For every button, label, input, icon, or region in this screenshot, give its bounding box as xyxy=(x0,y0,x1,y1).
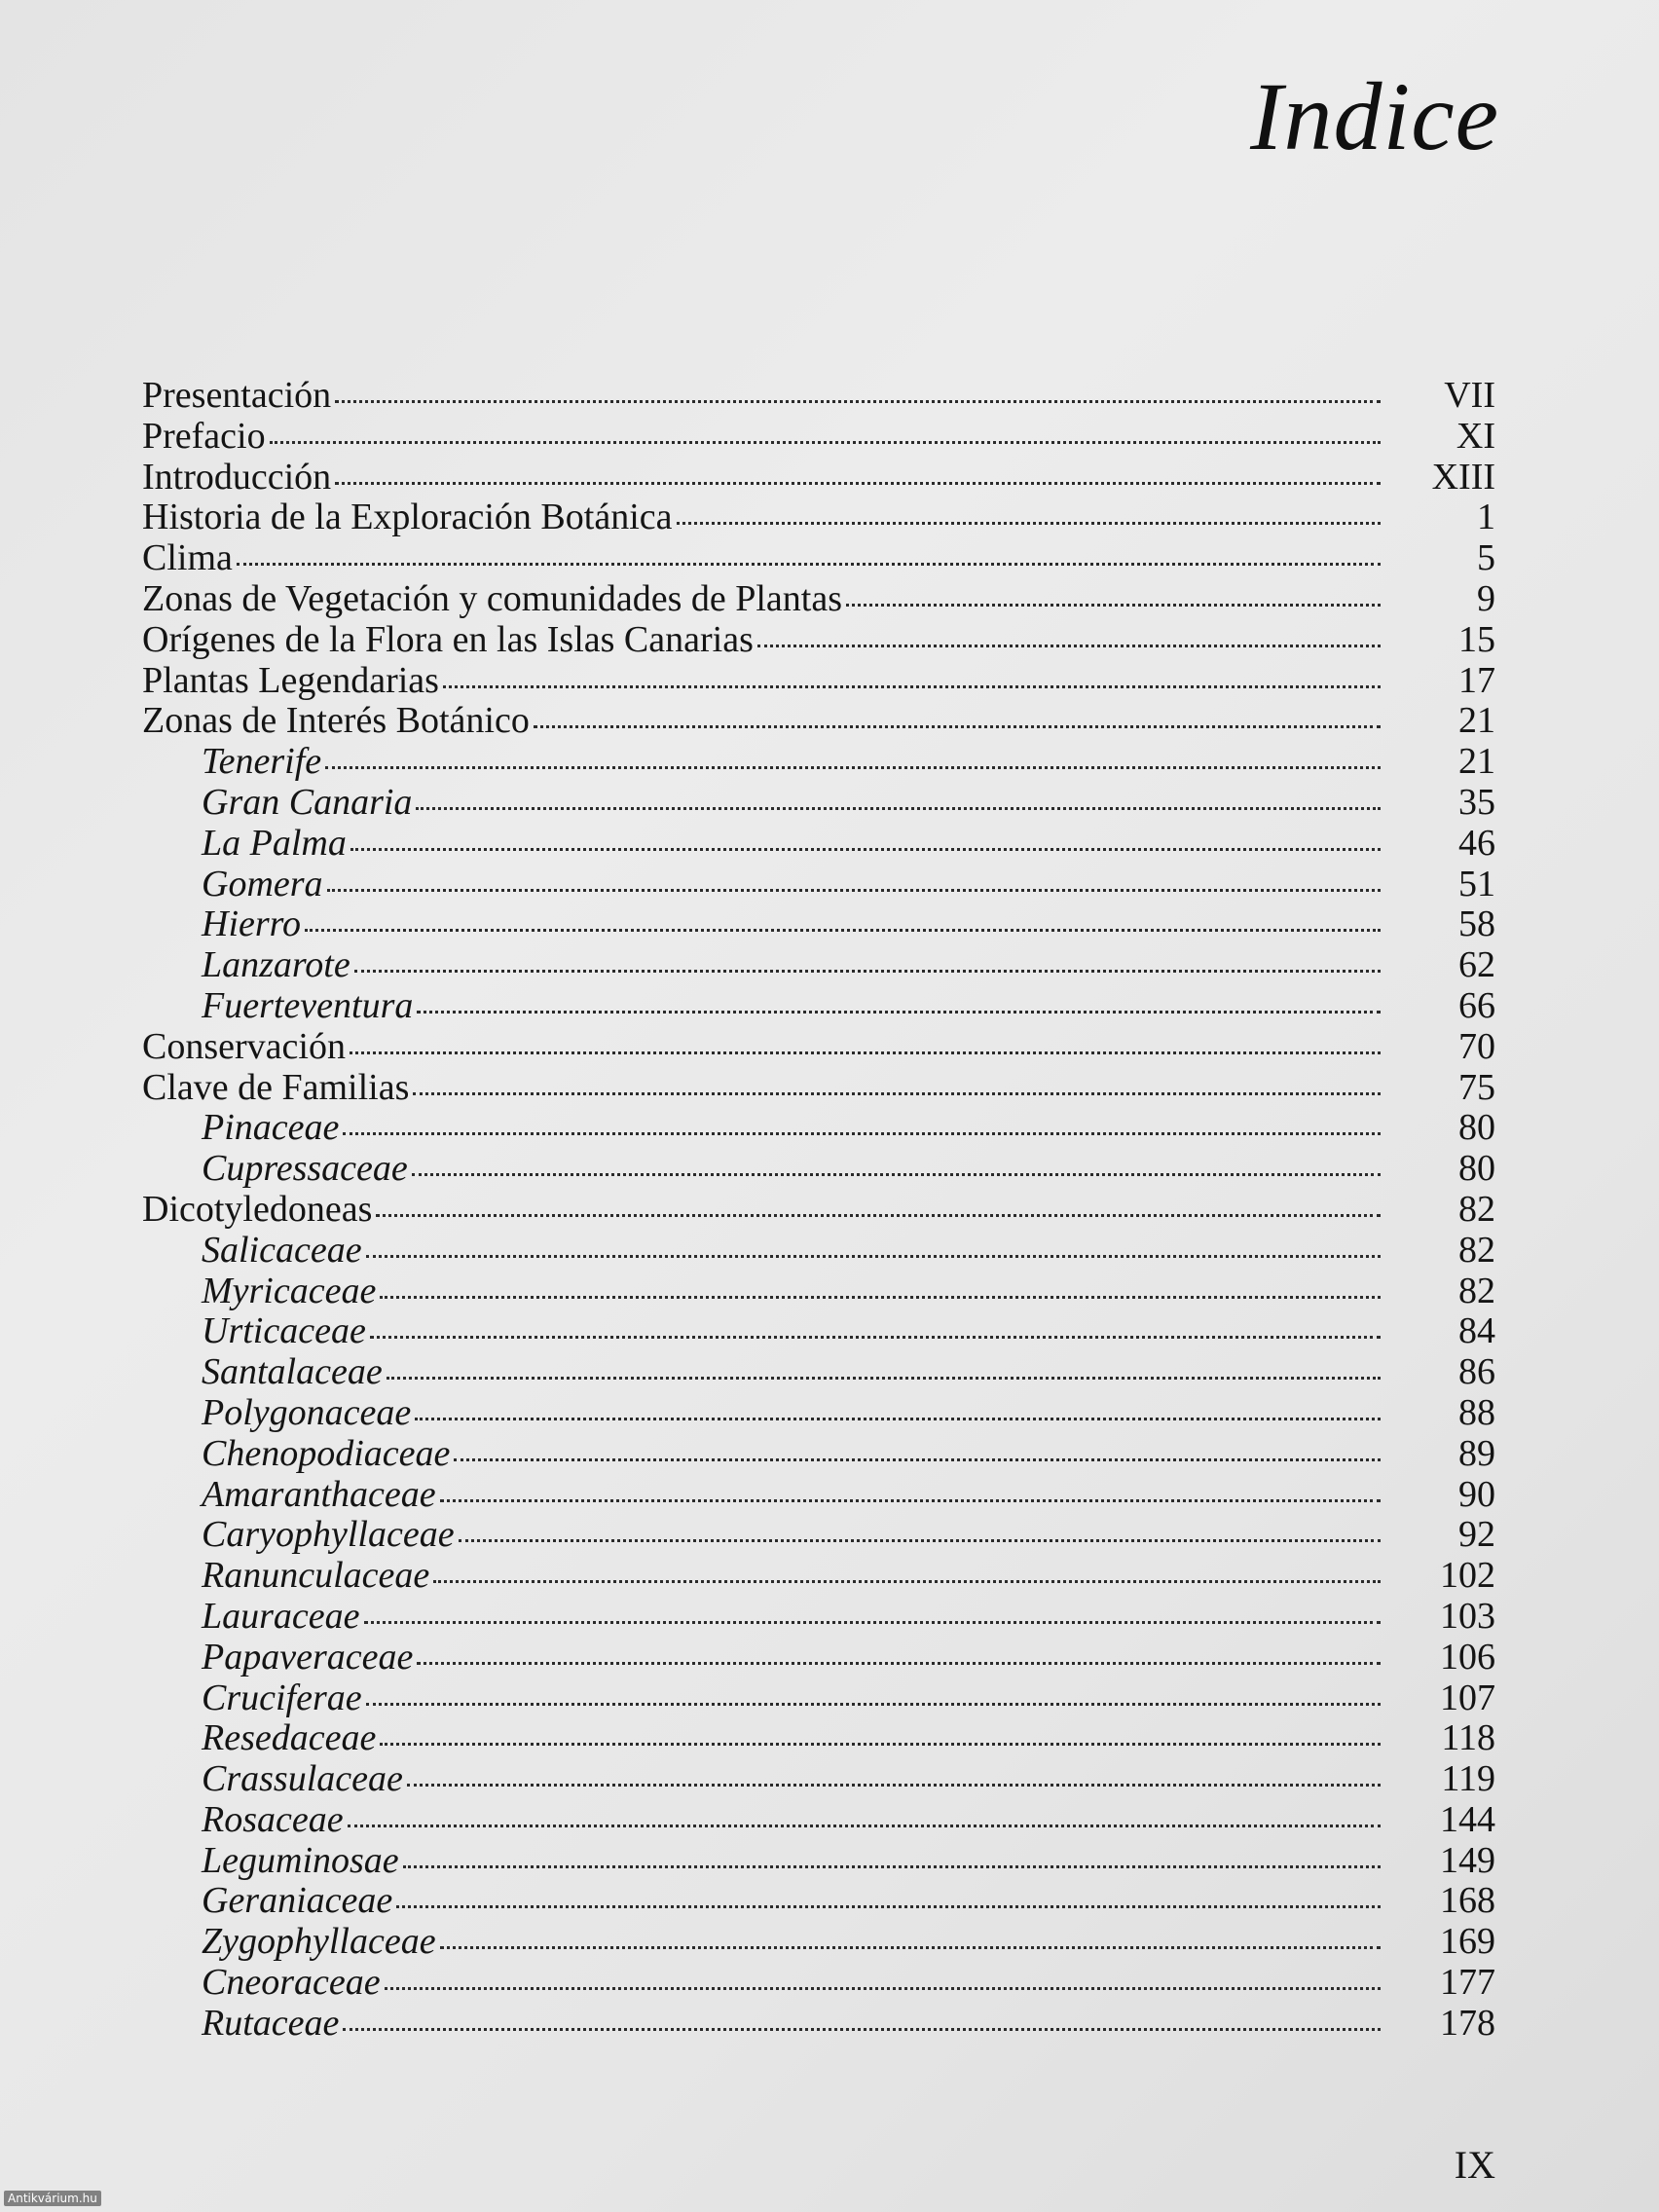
toc-entry-page: 80 xyxy=(1458,1148,1495,1190)
toc-entry xyxy=(142,1068,1495,1109)
toc-entry-page: 66 xyxy=(1458,984,1495,1026)
dot-leader xyxy=(380,1296,1381,1299)
dot-leader xyxy=(440,1499,1381,1502)
toc-subentry xyxy=(142,783,1495,824)
dot-leader xyxy=(350,1051,1381,1054)
toc-subentry xyxy=(142,1108,1495,1149)
dot-leader xyxy=(846,604,1381,607)
toc-entry-label: Leguminosae xyxy=(202,1839,399,1881)
toc-entry-page: 178 xyxy=(1440,2002,1495,2044)
dot-leader xyxy=(370,1336,1381,1339)
toc-entry-label: Clima xyxy=(142,537,233,579)
dot-leader xyxy=(433,1580,1381,1583)
toc-entry-page: 82 xyxy=(1458,1229,1495,1271)
toc-entry-page: 84 xyxy=(1458,1310,1495,1352)
toc-entry-label: Cneoraceae xyxy=(202,1962,381,2004)
dot-leader xyxy=(335,400,1381,403)
toc-entry xyxy=(142,417,1495,458)
toc-subentry xyxy=(142,1922,1495,1963)
toc-subentry xyxy=(142,2004,1495,2045)
toc-entry-page: 102 xyxy=(1440,1555,1495,1597)
dot-leader xyxy=(407,1784,1381,1787)
toc-entry-label: Urticaceae xyxy=(202,1310,366,1352)
toc-entry-label: Clave de Familias xyxy=(142,1066,410,1108)
dot-leader xyxy=(270,441,1381,444)
toc-entry xyxy=(142,1027,1495,1068)
dot-leader xyxy=(459,1539,1381,1542)
dot-leader xyxy=(415,1418,1381,1420)
dot-leader xyxy=(237,563,1381,566)
toc-subentry xyxy=(142,1881,1495,1922)
toc-entry-page: 58 xyxy=(1458,903,1495,945)
dot-leader xyxy=(366,1703,1381,1706)
dot-leader xyxy=(385,1987,1381,1990)
dot-leader xyxy=(350,848,1381,851)
page-number: IX xyxy=(1454,2143,1495,2187)
toc-subentry xyxy=(142,1149,1495,1190)
toc-entry-page: 82 xyxy=(1458,1270,1495,1311)
toc-entry xyxy=(142,376,1495,417)
dot-leader xyxy=(364,1621,1381,1624)
toc-entry xyxy=(142,701,1495,742)
dot-leader xyxy=(335,482,1381,485)
page-title: Indice xyxy=(1250,62,1499,170)
toc-entry-page: XI xyxy=(1456,415,1495,457)
toc-entry-page: 35 xyxy=(1458,781,1495,823)
toc-entry-label: Conservación xyxy=(142,1025,346,1067)
toc-entry-label: Rosaceae xyxy=(202,1798,344,1840)
toc-entry-label: Hierro xyxy=(202,903,302,945)
toc-entry-page: 82 xyxy=(1458,1188,1495,1230)
toc-entry-label: La Palma xyxy=(202,822,347,864)
toc-subentry xyxy=(142,1352,1495,1393)
dot-leader xyxy=(396,1905,1381,1908)
toc-entry-label: Geraniaceae xyxy=(202,1880,393,1922)
dot-leader xyxy=(417,1662,1381,1665)
toc-entry xyxy=(142,1190,1495,1231)
toc-subentry xyxy=(142,1475,1495,1516)
toc-entry-label: Santalaceae xyxy=(202,1351,383,1393)
dot-leader xyxy=(343,1132,1381,1135)
toc-entry-label: Historia de la Exploración Botánica xyxy=(142,497,673,538)
toc-entry-page: 86 xyxy=(1458,1351,1495,1393)
toc-entry xyxy=(142,620,1495,661)
toc-entry-page: 46 xyxy=(1458,822,1495,864)
toc-subentry xyxy=(142,1759,1495,1800)
toc-entry-page: 90 xyxy=(1458,1473,1495,1515)
toc-subentry xyxy=(142,945,1495,986)
toc-entry-label: Resedaceae xyxy=(202,1717,377,1759)
toc-entry xyxy=(142,538,1495,579)
watermark: Antikvárium.hu xyxy=(4,2191,101,2206)
toc-entry-page: 15 xyxy=(1458,618,1495,660)
dot-leader xyxy=(387,1377,1381,1380)
dot-leader xyxy=(325,766,1381,769)
toc-entry-page: 70 xyxy=(1458,1025,1495,1067)
toc-subentry xyxy=(142,824,1495,865)
table-of-contents xyxy=(142,376,1495,2045)
toc-subentry xyxy=(142,1515,1495,1556)
toc-entry-label: Salicaceae xyxy=(202,1229,362,1271)
dot-leader xyxy=(454,1458,1381,1461)
toc-entry-label: Zonas de Vegetación y comunidades de Plantas xyxy=(142,577,842,619)
dot-leader xyxy=(348,1825,1381,1827)
toc-entry-label: Cruciferae xyxy=(202,1677,362,1718)
toc-entry-label: Rutaceae xyxy=(202,2002,340,2044)
toc-entry xyxy=(142,458,1495,498)
toc-subentry xyxy=(142,1393,1495,1434)
toc-subentry xyxy=(142,1678,1495,1719)
toc-subentry xyxy=(142,1434,1495,1475)
toc-entry-label: Polygonaceae xyxy=(202,1391,412,1433)
toc-entry-page: 106 xyxy=(1440,1636,1495,1677)
toc-subentry xyxy=(142,986,1495,1027)
toc-entry-page: 21 xyxy=(1458,741,1495,783)
toc-subentry xyxy=(142,1231,1495,1272)
toc-subentry xyxy=(142,1272,1495,1312)
toc-entry-page: 168 xyxy=(1440,1880,1495,1922)
toc-entry-page: 119 xyxy=(1441,1758,1495,1800)
dot-leader xyxy=(443,685,1381,688)
toc-entry-label: Ranunculaceae xyxy=(202,1555,430,1597)
toc-subentry xyxy=(142,1718,1495,1759)
toc-entry-label: Crassulaceae xyxy=(202,1758,403,1800)
toc-entry-label: Tenerife xyxy=(202,741,322,783)
toc-entry-label: Caryophyllaceae xyxy=(202,1514,455,1556)
toc-subentry xyxy=(142,1963,1495,2004)
toc-entry-label: Lauraceae xyxy=(202,1595,360,1637)
toc-entry-label: Presentación xyxy=(142,375,332,416)
dot-leader xyxy=(366,1255,1381,1258)
toc-entry-page: 62 xyxy=(1458,944,1495,986)
toc-entry-page: 51 xyxy=(1458,863,1495,904)
dot-leader xyxy=(677,522,1382,525)
toc-entry-label: Zonas de Interés Botánico xyxy=(142,700,530,742)
toc-subentry xyxy=(142,865,1495,905)
toc-entry-label: Fuerteventura xyxy=(202,984,414,1026)
toc-entry-page: 144 xyxy=(1440,1798,1495,1840)
toc-entry-label: Prefacio xyxy=(142,415,266,457)
dot-leader xyxy=(440,1946,1381,1949)
toc-entry-page: 177 xyxy=(1440,1962,1495,2004)
toc-entry-label: Papaveraceae xyxy=(202,1636,414,1677)
toc-entry-page: 17 xyxy=(1458,659,1495,701)
toc-entry-page: 88 xyxy=(1458,1391,1495,1433)
dot-leader xyxy=(380,1743,1381,1746)
toc-entry-page: 9 xyxy=(1477,577,1495,619)
toc-entry-label: Zygophyllaceae xyxy=(202,1921,436,1963)
toc-entry-page: VII xyxy=(1444,375,1495,416)
toc-subentry xyxy=(142,904,1495,945)
toc-entry-page: XIII xyxy=(1431,456,1495,498)
toc-entry-page: 21 xyxy=(1458,700,1495,742)
toc-entry-page: 89 xyxy=(1458,1432,1495,1474)
toc-subentry xyxy=(142,1841,1495,1882)
toc-entry-label: Cupressaceae xyxy=(202,1148,408,1190)
dot-leader xyxy=(327,889,1381,892)
toc-entry-label: Chenopodiaceae xyxy=(202,1432,451,1474)
toc-entry-page: 5 xyxy=(1477,537,1495,579)
toc-entry-page: 118 xyxy=(1441,1717,1495,1759)
dot-leader xyxy=(534,725,1381,728)
toc-subentry xyxy=(142,1638,1495,1678)
toc-entry-page: 107 xyxy=(1440,1677,1495,1718)
toc-subentry xyxy=(142,1311,1495,1352)
dot-leader xyxy=(343,2028,1381,2031)
toc-entry-page: 149 xyxy=(1440,1839,1495,1881)
toc-entry-label: Gomera xyxy=(202,863,323,904)
toc-entry-label: Pinaceae xyxy=(202,1107,340,1149)
toc-entry xyxy=(142,498,1495,538)
toc-entry-page: 1 xyxy=(1477,497,1495,538)
toc-entry-label: Plantas Legendarias xyxy=(142,659,439,701)
toc-entry-label: Gran Canaria xyxy=(202,781,413,823)
toc-entry-label: Amaranthaceae xyxy=(202,1473,436,1515)
dot-leader xyxy=(354,970,1381,973)
toc-subentry xyxy=(142,1556,1495,1597)
toc-entry-page: 92 xyxy=(1458,1514,1495,1556)
dot-leader xyxy=(403,1865,1381,1868)
dot-leader xyxy=(412,1173,1381,1176)
toc-entry-label: Dicotyledoneas xyxy=(142,1188,373,1230)
dot-leader xyxy=(376,1214,1381,1217)
toc-entry-label: Introducción xyxy=(142,456,332,498)
toc-entry-label: Myricaceae xyxy=(202,1270,377,1311)
toc-subentry xyxy=(142,1597,1495,1638)
toc-subentry xyxy=(142,742,1495,783)
toc-entry-page: 103 xyxy=(1440,1595,1495,1637)
dot-leader xyxy=(416,807,1381,810)
toc-entry xyxy=(142,579,1495,620)
toc-subentry xyxy=(142,1800,1495,1841)
dot-leader xyxy=(417,1011,1381,1014)
toc-entry-label: Lanzarote xyxy=(202,944,350,986)
dot-leader xyxy=(757,645,1381,647)
toc-entry-page: 169 xyxy=(1440,1921,1495,1963)
toc-entry-page: 80 xyxy=(1458,1107,1495,1149)
dot-leader xyxy=(413,1092,1381,1095)
toc-entry-label: Orígenes de la Flora en las Islas Canarias xyxy=(142,618,754,660)
toc-entry xyxy=(142,661,1495,702)
toc-entry-page: 75 xyxy=(1458,1066,1495,1108)
dot-leader xyxy=(305,929,1381,932)
